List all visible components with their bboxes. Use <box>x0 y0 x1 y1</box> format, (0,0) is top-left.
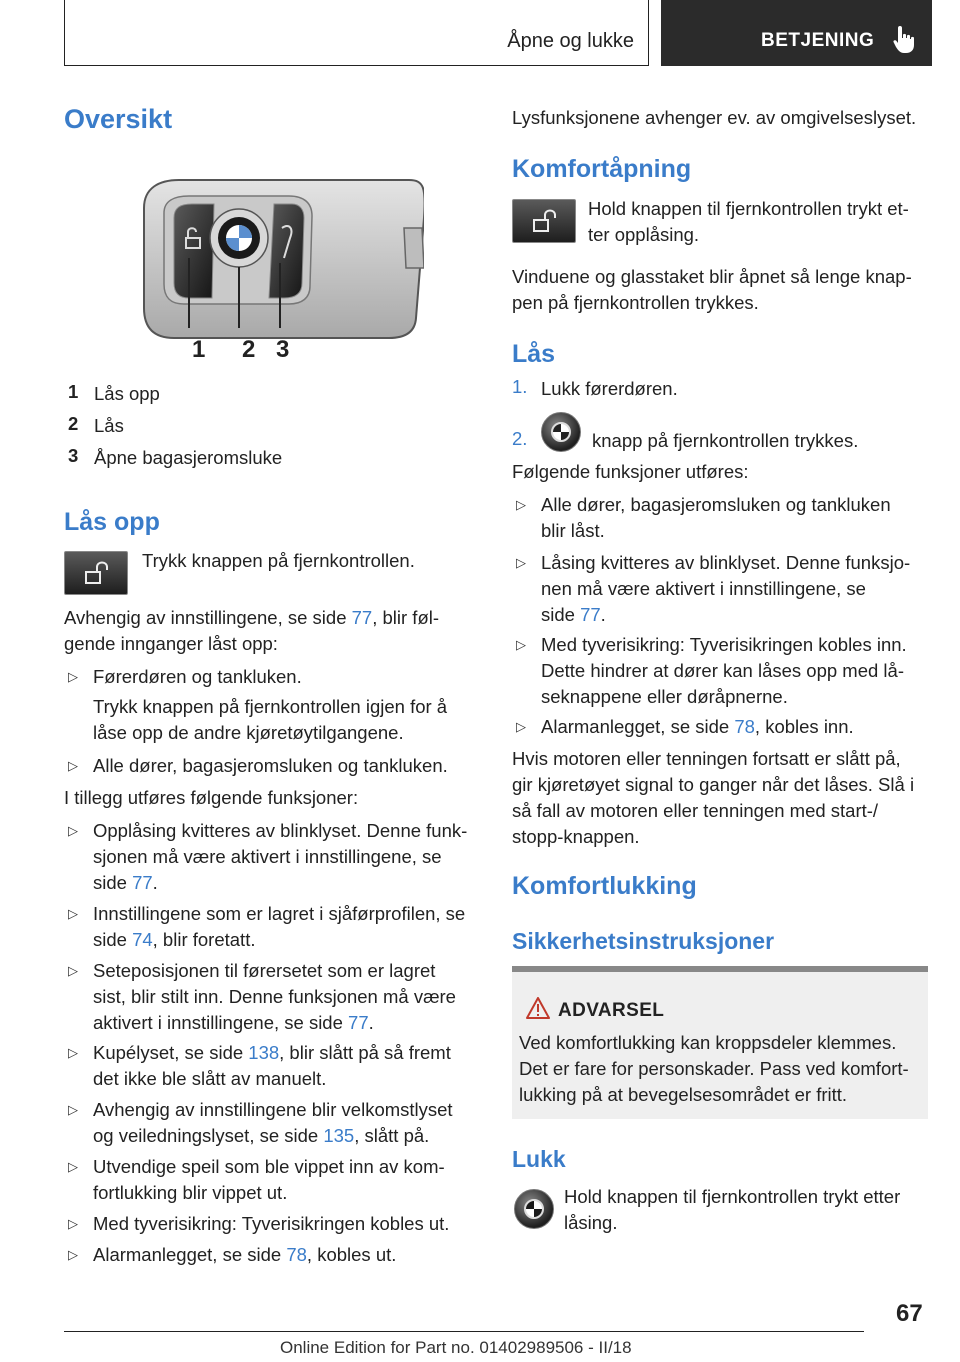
callout-number: 3 <box>68 445 79 466</box>
image-label-2: 2 <box>242 336 256 363</box>
page-link[interactable]: 78 <box>734 716 755 737</box>
bullet-text: Utvendige speil som ble vippet inn av kom- <box>93 1156 445 1177</box>
unlock-button-icon <box>64 551 128 595</box>
bullet-marker: ▷ <box>68 1247 78 1262</box>
bullet-text: og veiledningslyset, se side 135, slått på. <box>93 1125 430 1146</box>
warning-box <box>512 966 928 1119</box>
bullet-text: Låsing kvitteres av blinklyset. Denne funksjo- <box>541 552 911 573</box>
following-text: Følgende funksjoner utføres: <box>512 461 749 482</box>
callout-label: Lås <box>94 415 124 436</box>
bullet-text: nen må være aktivert i innstillingene, se <box>541 578 866 599</box>
callout-number: 2 <box>68 413 79 434</box>
bullet-text: Alarmanlegget, se side 78, kobles inn. <box>541 716 854 737</box>
edition-text: Online Edition for Part no. 01402989506 - II/18 <box>280 1338 632 1357</box>
bullet-text: sist, blir stilt inn. Denne funksjonen må være <box>93 986 456 1007</box>
bullet-text: aktivert i innstillingene, se side 77. <box>93 1012 374 1033</box>
chapter-tab <box>661 0 932 66</box>
step-number: 2. <box>512 428 528 449</box>
bullet-text: Førerdøren og tankluken. <box>93 666 302 687</box>
unlock-icon <box>85 560 111 586</box>
bullet-marker: ▷ <box>516 719 526 734</box>
warning-title: ADVARSEL <box>558 1000 665 1021</box>
bullet-text: Seteposisjonen til førersetet som er lagret <box>93 960 436 981</box>
comfort-open-text-2: ter opplåsing. <box>588 224 700 245</box>
bullet-text: Avhengig av innstillingene blir velkomstlyset <box>93 1099 453 1120</box>
callout-number: 1 <box>68 381 79 402</box>
close-text: Hold knappen til fjernkontrollen trykt etter <box>564 1186 901 1207</box>
page-link[interactable]: 77 <box>132 872 153 893</box>
bullet-marker: ▷ <box>68 1159 78 1174</box>
comfort-open-heading: Komfortåpning <box>512 155 692 183</box>
overview-heading: Oversikt <box>64 104 173 134</box>
section-header <box>64 0 649 66</box>
bullet-text: Alle dører, bagasjeromsluken og tankluken. <box>93 755 448 776</box>
bullet-text: det ikke ble slått av manuelt. <box>93 1068 327 1089</box>
callout-label: Åpne bagasjeromsluke <box>94 447 283 468</box>
unlock-button-icon <box>512 199 576 243</box>
image-label-3: 3 <box>276 336 290 363</box>
image-label-1: 1 <box>192 336 206 363</box>
page-link[interactable]: 77 <box>351 607 373 628</box>
bullet-marker: ▷ <box>516 555 526 570</box>
step-number: 1. <box>512 376 528 397</box>
bullet-text: Alarmanlegget, se side 78, kobles ut. <box>93 1244 397 1265</box>
bullet-marker: ▷ <box>516 497 526 512</box>
page-link[interactable]: 77 <box>580 604 601 625</box>
bullet-marker: ▷ <box>68 758 78 773</box>
bullet-text: Med tyverisikring: Tyverisikringen kobles inn. <box>541 634 907 655</box>
page-link[interactable]: 135 <box>323 1125 355 1146</box>
bullet-text: side 77. <box>541 604 606 625</box>
warning-body: Ved komfortlukking kan kroppsdeler klemmes. Det er fare for personskader. Pass ved komfort- lukking på at bevegelsesområdet er fritt. <box>519 1032 909 1105</box>
engine-text: stopp-knappen. <box>512 826 640 847</box>
windows-text: Vinduene og glasstaket blir åpnet så lenge knap- <box>512 266 912 287</box>
footer-divider <box>64 1331 864 1332</box>
windows-text-2: pen på fjernkontrollen trykkes. <box>512 292 759 313</box>
safety-heading: Sikkerhetsinstruksjoner <box>512 928 775 954</box>
hand-pointer-icon <box>893 24 915 54</box>
bullet-text: Dette hindrer at dører kan låses opp med lå- <box>541 660 904 681</box>
comfort-open-text: Hold knappen til fjernkontrollen trykt et- <box>588 198 909 219</box>
bullet-text: Alle dører, bagasjeromsluken og tankluken <box>541 494 891 515</box>
bullet-marker: ▷ <box>68 906 78 921</box>
bullet-text: blir låst. <box>541 520 605 541</box>
engine-text: gir kjøretøyet signal to ganger når det låses. Slå i <box>512 774 915 795</box>
section-title: Åpne og lukke <box>507 30 634 52</box>
bullet-text: sjonen må være aktivert i innstillingene, se <box>93 846 442 867</box>
light-text: Lysfunksjonene avhenger ev. av omgivelseslyset. <box>512 107 917 128</box>
page-header <box>64 0 932 66</box>
bullet-text: Kupélyset, se side 138, blir slått på så fremt <box>93 1042 451 1063</box>
comfort-close-heading: Komfortlukking <box>512 872 697 900</box>
engine-text: så fall av motoren eller tenningen med start-/ <box>512 800 879 821</box>
bullet-marker: ▷ <box>68 1102 78 1117</box>
lock-heading: Lås <box>512 340 556 368</box>
chapter-title: BETJENING <box>761 30 875 51</box>
bullet-text: seknappene eller døråpnerne. <box>541 686 788 707</box>
bullet-text: Opplåsing kvitteres av blinklyset. Denne funk- <box>93 820 468 841</box>
bmw-button-icon <box>541 412 581 452</box>
engine-text: Hvis motoren eller tenningen fortsatt er slått på, <box>512 748 901 769</box>
step-text: Lukk førerdøren. <box>541 378 678 399</box>
close-heading: Lukk <box>512 1146 566 1172</box>
page-link[interactable]: 78 <box>286 1244 307 1265</box>
warning-triangle-icon <box>526 997 550 1019</box>
also-text: I tillegg utføres følgende funksjoner: <box>64 787 359 808</box>
page-link[interactable]: 77 <box>348 1012 369 1033</box>
bullet-text: Trykk knappen på fjernkontrollen igjen for å <box>93 696 448 717</box>
page-link[interactable]: 138 <box>248 1042 280 1063</box>
settings-text-2: gende innganger låst opp: <box>64 633 278 654</box>
close-text-2: låsing. <box>564 1212 618 1233</box>
bullet-marker: ▷ <box>68 963 78 978</box>
bullet-text: side 74, blir foretatt. <box>93 929 256 950</box>
callout-label: Lås opp <box>94 383 160 404</box>
bullet-marker: ▷ <box>68 669 78 684</box>
bullet-marker: ▷ <box>68 1216 78 1231</box>
bullet-text: Med tyverisikring: Tyverisikringen kobles ut. <box>93 1213 450 1234</box>
settings-text: Avhengig av innstillingene, se side 77, blir føl- <box>64 607 440 628</box>
bullet-marker: ▷ <box>68 823 78 838</box>
unlock-heading: Lås opp <box>64 508 160 536</box>
bullet-text: side 77. <box>93 872 158 893</box>
bullet-text: fortlukking blir vippet ut. <box>93 1182 288 1203</box>
unlock-icon <box>533 208 559 234</box>
step-text: knapp på fjernkontrollen trykkes. <box>592 430 859 451</box>
bullet-text: Innstillingene som er lagret i sjåførprofilen, se <box>93 903 466 924</box>
unlock-intro: Trykk knappen på fjernkontrollen. <box>142 550 415 571</box>
bullet-text: låse opp de andre kjøretøytilgangene. <box>93 722 404 743</box>
bullet-marker: ▷ <box>68 1045 78 1060</box>
page-number: 67 <box>896 1300 923 1327</box>
page-link[interactable]: 74 <box>132 929 153 950</box>
bmw-button-icon <box>514 1189 554 1229</box>
bullet-marker: ▷ <box>516 637 526 652</box>
